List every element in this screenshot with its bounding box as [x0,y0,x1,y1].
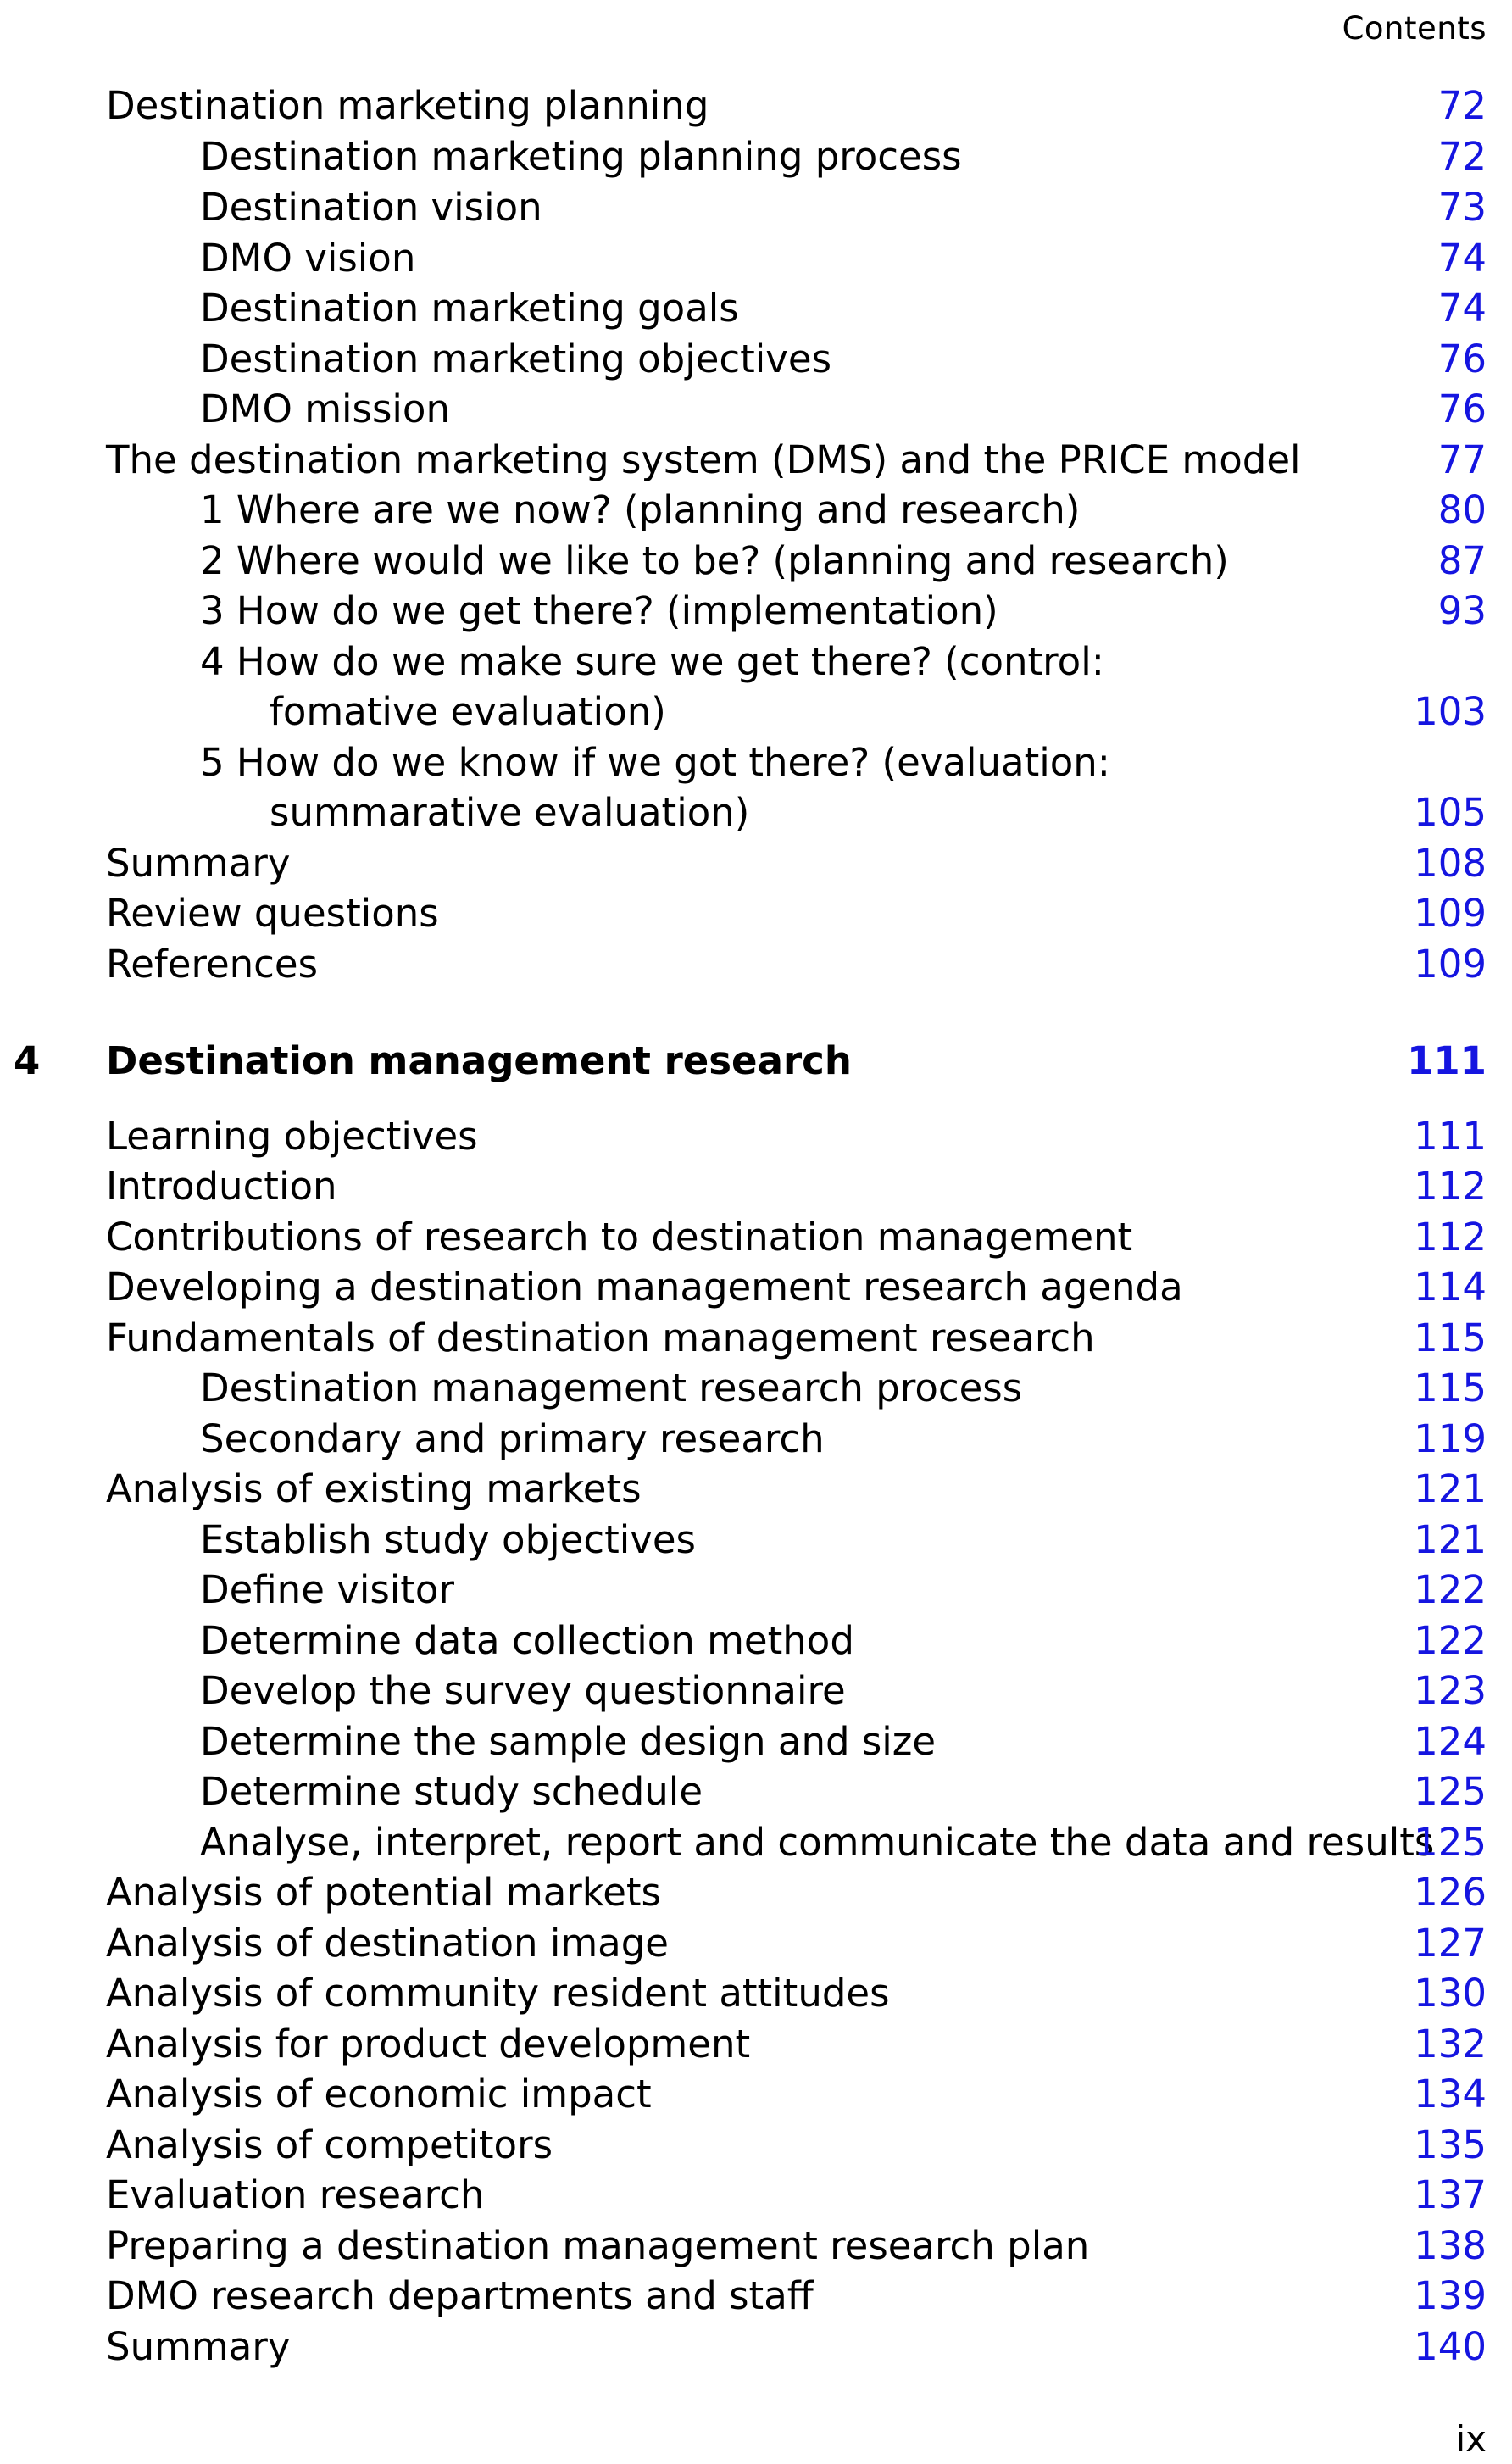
entry-title: Destination vision [200,185,542,230]
entry-page[interactable]: 87 [1437,538,1487,583]
toc-entry[interactable] [0,81,1512,131]
entry-page[interactable]: 77 [1437,437,1487,482]
entry-title: Determine the sample design and size [200,1719,937,1764]
entry-title: Destination marketing objectives [200,337,832,381]
chapter-page[interactable]: 111 [1407,1038,1487,1083]
entry-page[interactable]: 138 [1414,2223,1487,2268]
entry-title: Determine data collection method [200,1618,854,1663]
entry-page[interactable]: 139 [1414,2273,1487,2318]
toc-entry[interactable] [0,2019,1512,2070]
entry-page[interactable]: 140 [1414,2324,1487,2369]
entry-title: 2 Where would we like to be? (planning and research) [200,538,1229,583]
entry-page[interactable]: 122 [1414,1567,1487,1612]
entry-title: fomative evaluation) [270,689,666,734]
entry-page[interactable]: 135 [1414,2122,1487,2167]
entry-page[interactable]: 134 [1414,2072,1487,2116]
entry-title: Summary [106,2324,291,2369]
entry-page[interactable]: 72 [1437,134,1487,179]
entry-title: Fundamentals of destination management research [106,1315,1095,1360]
entry-page[interactable]: 114 [1414,1265,1487,1310]
entry-title: Destination marketing planning [106,83,709,128]
entry-page[interactable]: 125 [1414,1769,1487,1814]
chapter-heading[interactable] [0,1036,1512,1087]
entry-page[interactable]: 112 [1414,1164,1487,1209]
toc-entry[interactable] [0,1918,1512,1969]
toc-entry[interactable] [0,182,1512,233]
toc-entry[interactable] [0,2221,1512,2272]
entry-title: The destination marketing system (DMS) and the PRICE model [106,437,1301,482]
toc-entry[interactable] [0,1616,1512,1666]
toc-entry[interactable] [0,637,1512,687]
toc-entry[interactable] [0,1262,1512,1313]
toc-entry[interactable] [0,1363,1512,1414]
running-header: Contents [1342,10,1487,47]
entry-page[interactable]: 105 [1414,790,1487,835]
entry-title: 3 How do we get there? (implementation) [200,588,998,633]
toc-entry[interactable] [0,1515,1512,1566]
entry-title: Learning objectives [106,1114,478,1159]
entry-page[interactable]: 121 [1414,1466,1487,1511]
entry-title: summarative evaluation) [270,790,750,835]
entry-title: 1 Where are we now? (planning and research) [200,487,1081,532]
toc-entry[interactable] [0,334,1512,385]
toc-entry[interactable] [0,1716,1512,1767]
entry-title: Evaluation research [106,2172,485,2217]
entry-title: 5 How do we know if we got there? (evaluation: [200,740,1110,785]
entry-page[interactable]: 123 [1414,1668,1487,1713]
entry-title: Summary [106,841,291,886]
entry-page[interactable]: 132 [1414,2022,1487,2066]
toc-entry[interactable] [0,485,1512,536]
entry-page[interactable]: 93 [1437,588,1487,633]
toc-entry[interactable] [0,233,1512,284]
entry-page[interactable]: 127 [1414,1921,1487,1966]
entry-title: DMO vision [200,236,416,281]
toc-entry[interactable] [0,1313,1512,1364]
entry-page[interactable]: 111 [1414,1114,1487,1159]
entry-title: Destination marketing planning process [200,134,962,179]
entry-title: Introduction [106,1164,337,1209]
entry-page[interactable]: 124 [1414,1719,1487,1764]
toc-entry[interactable] [0,2271,1512,2322]
chapter-title: Destination management research [106,1038,852,1083]
entry-page[interactable]: 76 [1437,337,1487,381]
entry-title: Preparing a destination management research plan [106,2223,1090,2268]
entry-page[interactable]: 74 [1437,286,1487,331]
entry-title: Destination marketing goals [200,286,739,331]
entry-title: Define visitor [200,1567,454,1612]
entry-title: References [106,942,319,987]
entry-page[interactable]: 112 [1414,1215,1487,1260]
entry-page[interactable]: 130 [1414,1971,1487,2016]
toc-entry[interactable] [0,384,1512,435]
entry-title: Developing a destination management research agenda [106,1265,1183,1310]
toc-entry[interactable] [0,737,1512,788]
toc-entry[interactable] [0,1817,1512,1868]
toc-entry[interactable] [0,1867,1512,1918]
toc-entry[interactable] [0,536,1512,587]
entry-title: Determine study schedule [200,1769,703,1814]
toc-entry[interactable] [0,131,1512,182]
entry-title: Destination management research process [200,1365,1023,1410]
entry-page[interactable]: 109 [1414,891,1487,936]
entry-page[interactable]: 80 [1437,487,1487,532]
toc-entry[interactable] [0,888,1512,939]
entry-title: Develop the survey questionnaire [200,1668,846,1713]
toc-entry[interactable] [0,1464,1512,1515]
entry-title: Analysis of community resident attitudes [106,1971,890,2016]
toc-entry[interactable] [0,838,1512,889]
chapter-number: 4 [14,1038,41,1083]
entry-page[interactable]: 126 [1414,1870,1487,1915]
entry-title: Analysis of potential markets [106,1870,662,1915]
entry-page[interactable]: 119 [1414,1416,1487,1461]
entry-page[interactable]: 122 [1414,1618,1487,1663]
entry-title: Contributions of research to destination management [106,1215,1133,1260]
toc-entry[interactable] [0,586,1512,637]
toc-entry[interactable] [0,2120,1512,2171]
toc-entry[interactable] [0,1414,1512,1465]
entry-title: Analysis of competitors [106,2122,553,2167]
entry-page[interactable]: 108 [1414,841,1487,886]
page-number: ix [1455,2418,1487,2460]
toc-entry[interactable] [0,2170,1512,2221]
entry-page[interactable]: 74 [1437,236,1487,281]
entry-title: Analysis of destination image [106,1921,669,1966]
entry-title: DMO research departments and staff [106,2273,814,2318]
entry-page[interactable]: 115 [1414,1365,1487,1410]
toc-entry[interactable] [0,1212,1512,1263]
toc-entry[interactable] [0,1111,1512,1162]
entry-title: Secondary and primary research [200,1416,825,1461]
toc-entry[interactable] [0,435,1512,486]
toc-entry[interactable] [0,687,1512,737]
entry-page[interactable]: 115 [1414,1315,1487,1360]
toc-entry[interactable] [0,1565,1512,1616]
toc-entry[interactable] [0,283,1512,334]
entry-title: Review questions [106,891,439,936]
toc-entry[interactable] [0,2322,1512,2372]
entry-page[interactable]: 125 [1414,1820,1487,1865]
entry-title: Analysis of existing markets [106,1466,642,1511]
toc-entry[interactable] [0,1666,1512,1716]
entry-title: Establish study objectives [200,1517,696,1562]
entry-title: Analysis for product development [106,2022,751,2066]
entry-page[interactable]: 121 [1414,1517,1487,1562]
toc-entry[interactable] [0,787,1512,838]
entry-title: Analyse, interpret, report and communicate the data and results [200,1820,1435,1865]
toc-entry[interactable] [0,1968,1512,2019]
entry-title: DMO mission [200,387,450,431]
entry-page[interactable]: 137 [1414,2172,1487,2217]
entry-title: 4 How do we make sure we get there? (control: [200,639,1104,684]
entry-page[interactable]: 72 [1437,83,1487,128]
toc-entry[interactable] [0,1766,1512,1817]
entry-title: Analysis of economic impact [106,2072,652,2116]
entry-page[interactable]: 109 [1414,942,1487,987]
toc-entry[interactable] [0,939,1512,990]
toc-entry[interactable] [0,2069,1512,2120]
entry-page[interactable]: 103 [1414,689,1487,734]
toc-entry[interactable] [0,1161,1512,1212]
entry-page[interactable]: 76 [1437,387,1487,431]
entry-page[interactable]: 73 [1437,185,1487,230]
